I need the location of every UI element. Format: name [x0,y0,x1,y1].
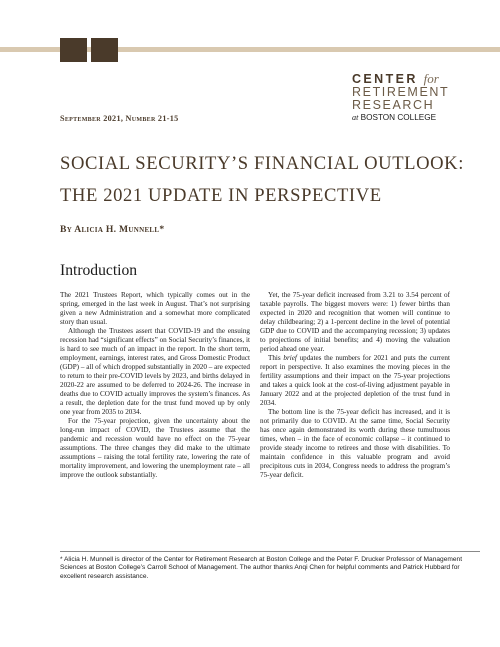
intro-heading: Introduction [60,262,138,279]
footnote-rule [60,551,480,552]
logo-at: at [352,113,359,122]
col2-p2-emphasis: brief [283,354,297,362]
author-byline: By Alicia H. Munnell* [60,224,165,235]
col2-paragraph-2 [260,354,450,408]
logo-for: for [423,71,439,86]
header-square-1 [60,38,87,62]
col2-paragraph-1: Yet, the 75-year deficit increased from 3.21 to 3.54 percent of taxable payrolls. The biggest movers were: 1) fewer births than expected in 2020 and recognition that women will continue to delay childbearing; 2) a 1-percent decline in the level of potential GDP due to COVID and the accompanying recession; 3) updates to projections of initial benefits; and 4) moving the valuation period ahead one year. [260,291,450,353]
col2-p2-post: updates the numbers for 2021 and puts the current report in perspective. It also examines the moving pieces in the fertility assumptions and their impact on the 75-year projections and takes a quick look at the cost-of-living adjustment payable in January 2022 and at the projected depletion of the trust fund in 2034. [260,354,450,407]
issue-line: September 2021, Number 21-15 [60,114,179,123]
col2-paragraph-3: The bottom line is the 75-year deficit has increased, and it is not primarily due to COVID. At the same time, Social Security has once again demonstrated its worth during these tumultuous times, when – in the face of economic collapse – it continued to provide steady income to retirees and those with disabilities. To maintain confidence in this valuable program and avoid precipitous cuts in 2034, Congress needs to address the program’s 75-year deficit. [260,408,450,479]
logo-center: CENTER [352,72,418,86]
logo-college: BOSTON COLLEGE [360,113,437,122]
col1-paragraph-1: The 2021 Trustees Report, which typically comes out in the spring, emerged in the last week in August. That’s not surprising given a new Administration and a somewhat more complicated story than usual. [60,291,250,326]
col1-paragraph-2: Although the Trustees assert that COVID-19 and the ensuing recession had “significant effects” on Social Security’s finances, it is hard to see much of an impact in the report. In the short term, employment, earnings, interest rates, and Gross Domestic Product (GDP) – all of which dropped substantially in 2020 – are expected to return to their pre-COVID levels by 2023, and births delayed in 2020-22 are assumed to be deferred to 2024-26. The increase in deaths due to COVID actually improves the system’s finances. As a result, the depletion date for the trust fund moved up by only one year from 2035 to 2034. [60,327,250,416]
footnote: * Alicia H. Munnell is director of the Center for Retirement Research at Boston College and the Peter F. Drucker Professor of Management Sciences at Boston College’s Carroll School of Management. The author thanks Anqi Chen for helpful comments and Patrick Hubbard for excellent research assistance. [60,556,463,580]
header-square-2 [91,38,118,62]
logo-research: RESEARCH [352,98,435,112]
title-line-1: SOCIAL SECURITY’S FINANCIAL OUTLOOK: [60,153,464,174]
col1-paragraph-3: For the 75-year projection, given the uncertainty about the long-run impact of COVID, the Trustees assume that the pandemic and recession would have no effect on the 75-year assumptions. The three changes they did make to the ultimate assumptions – raising the total fertility rate, lowering the rate of mortality improvement, and lowering the unemployment rate – all improve the outlook substantially. [60,417,250,479]
logo-retirement: RETIREMENT [352,85,450,99]
column-left [60,291,250,480]
crr-logo [352,72,482,124]
col2-p2-pre: This [268,354,284,362]
page-title [60,148,480,212]
title-line-2: THE 2021 UPDATE IN PERSPECTIVE [60,185,382,206]
column-right [260,291,450,480]
